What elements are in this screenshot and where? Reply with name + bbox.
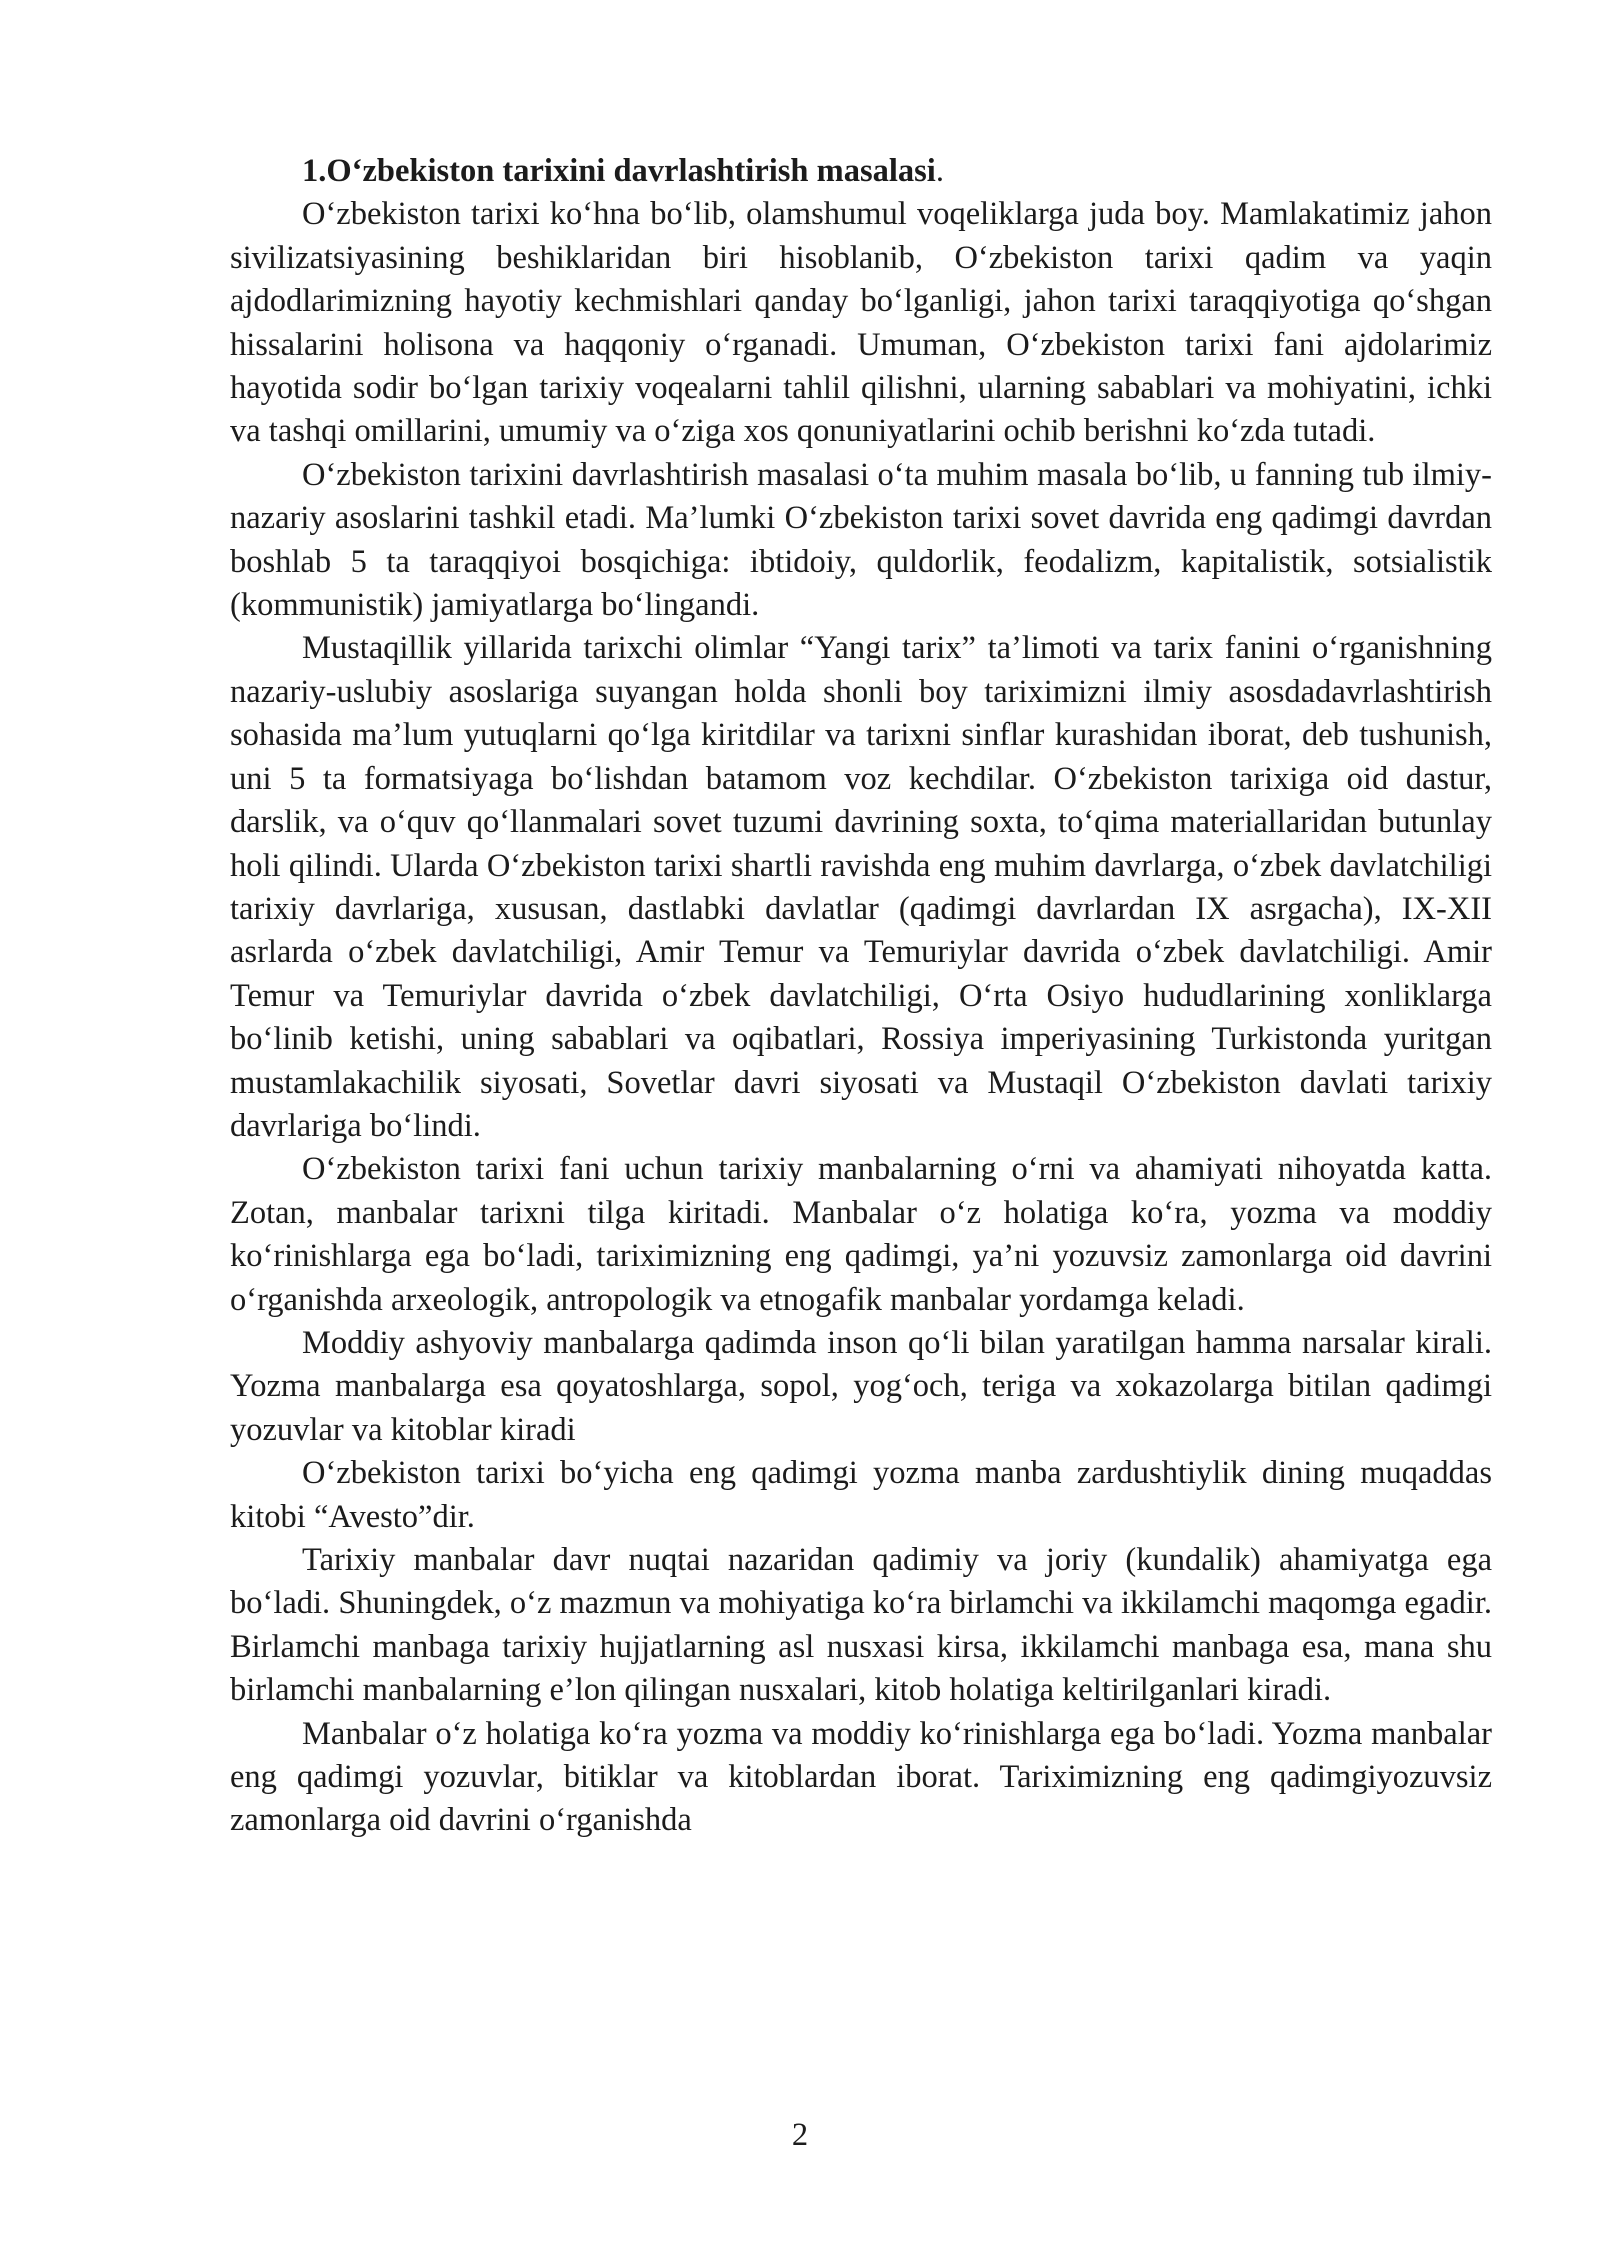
document-body <box>230 150 1492 1843</box>
paragraph-5: Moddiy ashyoviy manbalarga qadimda inson qo‘li bilan yaratilgan hamma narsalar kirali. Yozma manbalarga esa qoyatoshlarga, sopol, yog‘och, teriga va xokazolarga bitilan qadimgi yozuvlar va kitoblar kiradi <box>230 1324 1492 1448</box>
section-heading-text: 1.O‘zbekiston tarixini davrlashtirish masalasi <box>302 153 936 189</box>
paragraph-1: O‘zbekiston tarixi ko‘hna bo‘lib, olamshumul voqeliklarga juda boy. Mamlakatimiz jahon sivilizatsiyasining beshiklaridan biri hisoblanib, O‘zbekiston tarixi qadim va yaqin ajdodlarimizning hayotiy kechmishlari qanday bo‘lganligi, jahon tarixi taraqqiyotiga qo‘shgan hissalarini holisona va haqqoniy o‘rganadi. Umuman, O‘zbekiston tarixi fani ajdolarimiz hayotida sodir bo‘lgan tarixiy voqealarni tahlil qilishni, ularning sabablari va mohiyatini, ichki va tashqi omillarini, umumiy va o‘ziga xos qonuniyatlarini ochib berishni ko‘zda tutadi. <box>230 196 1492 450</box>
paragraph-2: O‘zbekiston tarixini davrlashtirish masalasi o‘ta muhim masala bo‘lib, u fanning tub ilmiy-nazariy asoslarini tashkil etadi. Ma’lumki O‘zbekiston tarixi sovet davrida eng qadimgi davrdan boshlab 5 ta taraqqiyoi bosqichiga: ibtidoiy, quldorlik, feodalizm, kapitalistik, sotsialistik (kommunistik) jamiyatlarga bo‘lingandi. <box>230 456 1492 624</box>
section-heading-period: . <box>935 153 944 189</box>
page-number: 2 <box>791 2117 809 2153</box>
paragraph-8: Manbalar o‘z holatiga ko‘ra yozma va moddiy ko‘rinishlarga ega bo‘ladi. Yozma manbalar eng qadimgi yozuvlar, bitiklar va kitoblardan iborat. Tariximizning eng qadimgiyozuvsiz zamonlarga oid davrini o‘rganishda <box>230 1715 1492 1839</box>
paragraph-6: O‘zbekiston tarixi bo‘yicha eng qadimgi yozma manba zardushtiylik dining muqaddas kitobi “Avesto”dir. <box>230 1455 1492 1535</box>
paragraph-3: Mustaqillik yillarida tarixchi olimlar “Yangi tarix” ta’limoti va tarix fanini o‘rganishning nazariy-uslubiy asoslariga suyangan holda shonli boy tariximizni ilmiy asosdadavrlashtirish sohasida ma’lum yutuqlarni qo‘lga kiritdilar va tarixni sinflar kurashidan iborat, deb tushunish, uni 5 ta formatsiyaga bo‘lishdan batamom voz kechdilar. O‘zbekiston tarixiga oid dastur, darslik, va o‘quv qo‘llanmalari sovet tuzumi davrining soxta, to‘qima materiallaridan butunlay holi qilindi. Ularda O‘zbekiston tarixi shartli ravishda eng muhim davrlarga, o‘zbek davlatchiligi tarixiy davrlariga, xususan, dastlabki davlatlar (qadimgi davrlardan IX asrgacha), IX-XII asrlarda o‘zbek davlatchiligi, Amir Temur va Temuriylar davrida o‘zbek davlatchiligi. Amir Temur va Temuriylar davrida o‘zbek davlatchiligi, O‘rta Osiyo hududlarining xonliklarga bo‘linib ketishi, uning sabablari va oqibatlari, Rossiya imperiyasining Turkistonda yuritgan mustamlakachilik siyosati, Sovetlar davri siyosati va Mustaqil O‘zbekiston davlati tarixiy davrlariga bo‘lindi. <box>230 630 1492 1144</box>
section-heading <box>230 150 1492 193</box>
paragraph-4: O‘zbekiston tarixi fani uchun tarixiy manbalarning o‘rni va ahamiyati nihoyatda katta. Zotan, manbalar tarixni tilga kiritadi. Manbalar o‘z holatiga ko‘ra, yozma va moddiy ko‘rinishlarga ega bo‘ladi, tariximizning eng qadimgi, ya’ni yozuvsiz zamonlarga oid davrini o‘rganishda arxeologik, antropologik va etnogafik manbalar yordamga keladi. <box>230 1151 1492 1318</box>
paragraph-7: Tarixiy manbalar davr nuqtai nazaridan qadimiy va joriy (kundalik) ahamiyatga ega bo‘ladi. Shuningdek, o‘z mazmun va mohiyatiga ko‘ra birlamchi va ikkilamchi maqomga egadir. Birlamchi manbaga tarixiy hujjatlarning asl nusxasi kirsa, ikkilamchi manbaga esa, mana shu birlamchi manbalarning e’lon qilingan nusxalari, kitob holatiga keltirilganlari kiradi. <box>230 1542 1492 1709</box>
